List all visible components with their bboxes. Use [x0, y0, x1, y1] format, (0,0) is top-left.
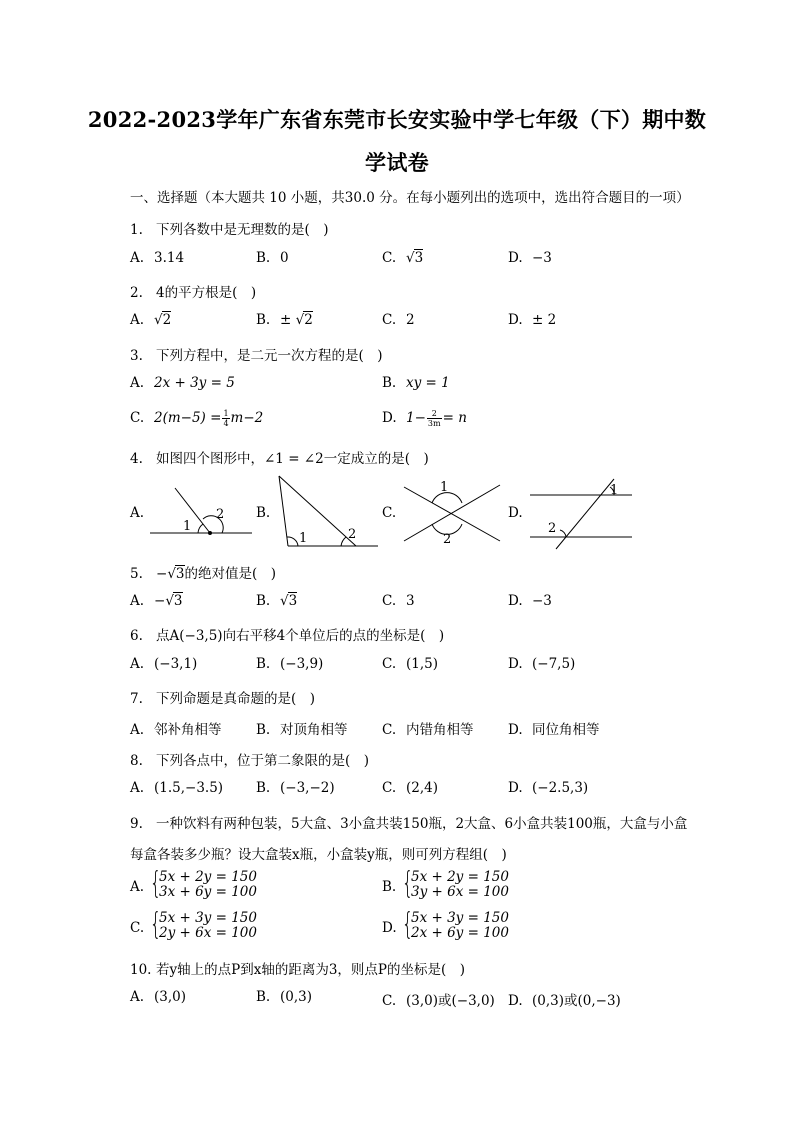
option-letter: A. [130, 780, 145, 796]
equation-2: 2x + 6y = 100 [411, 925, 509, 941]
option-value: 2x + 3y = 5 [154, 375, 235, 391]
equation-system [411, 870, 509, 900]
option-letter: C. [382, 250, 397, 266]
option-value: xy = 1 [406, 375, 450, 391]
question-text: 下列各数中是无理数的是( ) [156, 222, 329, 238]
q2-option-b: B. ± √2 [256, 312, 313, 328]
option-value: 2 [406, 312, 415, 328]
option-value: (3,0)或(−3,0) [406, 993, 495, 1009]
equation-system [411, 911, 509, 941]
figure-a-vertex [209, 532, 212, 535]
q10-option-a [130, 989, 186, 1005]
option-value: (−3,9) [280, 656, 324, 672]
q5-option-a: A. −√3 [130, 593, 183, 609]
figure-a-ray [175, 488, 210, 533]
q2-option-a: A. √2 [130, 312, 172, 328]
question-text: 如图四个图形中，∠1 = ∠2一定成立的是( ) [156, 451, 429, 467]
option-value: −3 [532, 593, 552, 609]
equation-2: 3y + 6x = 100 [411, 884, 509, 900]
brace-icon: { [149, 907, 162, 942]
option-value: −3 [532, 250, 552, 266]
equation-1: 5x + 2y = 150 [159, 869, 257, 885]
q7-option-a [130, 718, 222, 738]
option-value: 3 [173, 593, 183, 609]
question-8 [130, 749, 369, 769]
q7-option-b [256, 718, 348, 738]
question-text: 下列方程中，是二元一次方程的是( ) [156, 348, 383, 364]
option-value: 0 [280, 250, 289, 266]
question-text-tail: 的绝对值是( ) [184, 566, 277, 582]
option-value: 1− [406, 410, 426, 426]
q5-option-d [508, 593, 552, 609]
figure-c-label-2: 2 [443, 532, 452, 547]
figure-b-label-1: 1 [299, 531, 308, 546]
question-6 [130, 624, 444, 644]
question-number: 1. [130, 222, 143, 238]
question-number: 3. [130, 348, 143, 364]
figure-b-arc1 [287, 537, 298, 546]
question-number: 9. [130, 816, 143, 832]
option-value: (0,3)或(0,−3) [532, 993, 621, 1009]
figure-b-left-side [279, 476, 288, 546]
option-value-tail: = n [442, 410, 467, 426]
option-value: 2 [304, 312, 313, 328]
figure-b-right-side [279, 476, 356, 546]
q1-option-c: C. √3 [382, 250, 424, 266]
option-letter: B. [256, 722, 271, 738]
figure-a [150, 488, 252, 535]
question-10 [130, 958, 465, 978]
option-value: (1.5,−3.5) [154, 780, 224, 796]
option-value: 2(m−5) = [154, 410, 222, 426]
option-letter: A. [130, 656, 145, 672]
page-title-continued: 学试卷 [365, 150, 429, 175]
option-letter: B. [256, 593, 271, 609]
option-letter: B. [256, 656, 271, 672]
equation-2: 2y + 6x = 100 [159, 925, 257, 941]
fraction-denominator: 3m [427, 419, 441, 428]
option-letter: C. [382, 593, 397, 609]
question-9-continued: 每盒各装多少瓶？设大盒装x瓶，小盒装y瓶，则可列方程组( ) [130, 847, 507, 863]
option-letter: B. [256, 250, 271, 266]
figure-b-arc2 [341, 537, 346, 546]
q8-option-d [508, 780, 588, 796]
fraction-numerator: 1 [223, 409, 229, 418]
figure-a-label-1: 1 [183, 519, 192, 534]
question-text: 下列各点中，位于第二象限的是( ) [156, 753, 370, 769]
option-value: (−2.5,3) [532, 780, 589, 796]
option-value: (−7,5) [532, 656, 576, 672]
option-letter: D. [508, 656, 523, 672]
question-number: 6. [130, 628, 143, 644]
option-value: 内错角相等 [406, 722, 474, 738]
option-value: 3 [414, 250, 424, 266]
equation-1: 5x + 3y = 150 [159, 910, 257, 926]
question-number: 2. [130, 285, 143, 301]
option-sign: − [154, 593, 166, 609]
option-letter: D. [382, 920, 397, 936]
option-sign: ± [280, 312, 292, 328]
q10-option-c [382, 989, 495, 1009]
option-letter: A. [130, 722, 145, 738]
option-letter: B. [382, 879, 397, 895]
q4-option-d-letter: D. [508, 505, 523, 521]
q6-option-b [256, 656, 323, 672]
q9-option-a [130, 866, 370, 902]
option-value: 对顶角相等 [280, 722, 348, 738]
option-value: (2,4) [406, 780, 439, 796]
q4-option-a-letter: A. [130, 505, 145, 521]
fraction-denominator: 4 [223, 419, 229, 428]
q9-option-b [382, 866, 622, 902]
question-radicand: 3 [175, 566, 185, 582]
option-letter: C. [130, 410, 145, 426]
fraction-numerator: 2 [427, 409, 442, 419]
question-number: 5. [130, 566, 143, 582]
question-text: 一种饮料有两种包装，5大盒、3小盒共装150瓶，2大盒、6小盒共装100瓶，大盒与小盒 [156, 816, 688, 832]
q6-option-d [508, 656, 575, 672]
q6-option-c [382, 656, 438, 672]
option-value: (1,5) [406, 656, 439, 672]
option-value: 邻补角相等 [154, 722, 222, 738]
figure-d-label-2: 2 [548, 521, 557, 536]
option-letter: C. [382, 722, 397, 738]
figure-d-arc2 [560, 530, 566, 537]
option-letter: A. [130, 312, 145, 328]
equation-1: 5x + 3y = 150 [411, 910, 509, 926]
question-text: 下列命题是真命题的是( ) [156, 691, 316, 707]
question-7 [130, 687, 315, 707]
question-number: 8. [130, 753, 143, 769]
figure-c [404, 485, 500, 541]
option-letter: B. [382, 375, 397, 391]
option-value: 3.14 [154, 250, 185, 266]
question-9 [130, 812, 687, 832]
option-letter: A. [130, 879, 145, 895]
option-letter: C. [130, 920, 145, 936]
q7-option-c [382, 718, 474, 738]
option-letter: D. [508, 722, 523, 738]
option-value: (−3,1) [154, 656, 198, 672]
option-letter: A. [130, 375, 145, 391]
q6-option-a [130, 656, 197, 672]
q10-option-d [508, 989, 621, 1009]
q5-option-b: B. √3 [256, 593, 298, 609]
figure-b [279, 476, 378, 546]
equation-system [159, 911, 257, 941]
option-letter: C. [382, 993, 397, 1009]
q4-option-c-letter: C. [382, 505, 397, 521]
figure-b-label-2: 2 [348, 527, 357, 542]
option-value: ± 2 [532, 312, 557, 328]
equation-2: 3x + 6y = 100 [159, 884, 257, 900]
option-letter: D. [508, 593, 523, 609]
figure-a-label-2: 2 [216, 507, 225, 522]
q7-option-d [508, 718, 600, 738]
equation-1: 5x + 2y = 150 [411, 869, 509, 885]
option-value: 2 [162, 312, 172, 328]
option-letter: B. [256, 989, 271, 1005]
question-number: 10. [130, 962, 152, 978]
q8-option-c [382, 780, 438, 796]
option-value: (0,3) [280, 989, 313, 1005]
option-letter: B. [256, 312, 271, 328]
figure-a-arc1 [198, 524, 203, 533]
option-letter: D. [508, 250, 523, 266]
option-letter: A. [130, 989, 145, 1005]
question-text: 点A(−3,5)向右平移4个单位后的点的坐标是( ) [156, 628, 445, 644]
brace-icon: { [401, 907, 414, 942]
question-text: − [156, 566, 168, 582]
q9-option-c [130, 907, 370, 943]
figure-d-transversal [556, 479, 614, 549]
option-letter: A. [130, 593, 145, 609]
equation-system [159, 870, 257, 900]
q4-option-b-letter: B. [256, 505, 271, 521]
brace-icon: { [149, 866, 162, 901]
option-letter: A. [130, 250, 145, 266]
option-letter: C. [382, 312, 397, 328]
figure-c-label-1: 1 [440, 480, 449, 495]
option-value: (−3,−2) [280, 780, 335, 796]
option-letter: D. [508, 993, 523, 1009]
question-text: 若y轴上的点P到x轴的距离为3，则点P的坐标是( ) [156, 962, 466, 978]
option-value: 3 [288, 593, 298, 609]
q8-option-a [130, 780, 223, 796]
option-letter: D. [508, 312, 523, 328]
q9-option-d [382, 907, 622, 943]
option-letter: D. [508, 780, 523, 796]
option-letter: D. [382, 410, 397, 426]
option-letter: B. [256, 780, 271, 796]
question-text: 4的平方根是( ) [156, 285, 257, 301]
option-letter: C. [382, 780, 397, 796]
option-value: 同位角相等 [532, 722, 600, 738]
section-heading: 一、选择题（本大题共 10 小题，共30.0 分。在每小题列出的选项中，选出符合题目的一项） [130, 190, 690, 206]
option-letter: C. [382, 656, 397, 672]
question-number: 7. [130, 691, 143, 707]
page-title: 2022-2023学年广东省东莞市长安实验中学七年级（下）期中数 [87, 107, 707, 132]
brace-icon: { [401, 866, 414, 901]
option-value: 3 [406, 593, 415, 609]
figure-d-label-1: 1 [610, 483, 619, 498]
q4-figures [0, 0, 794, 560]
q10-option-b [256, 989, 312, 1005]
option-value-tail: m−2 [230, 410, 264, 426]
q5-option-c [382, 593, 415, 609]
q8-option-b [256, 780, 335, 796]
option-value: (3,0) [154, 989, 187, 1005]
question-5: 5. −√3的绝对值是( ) [130, 566, 277, 582]
question-number: 4. [130, 451, 143, 467]
